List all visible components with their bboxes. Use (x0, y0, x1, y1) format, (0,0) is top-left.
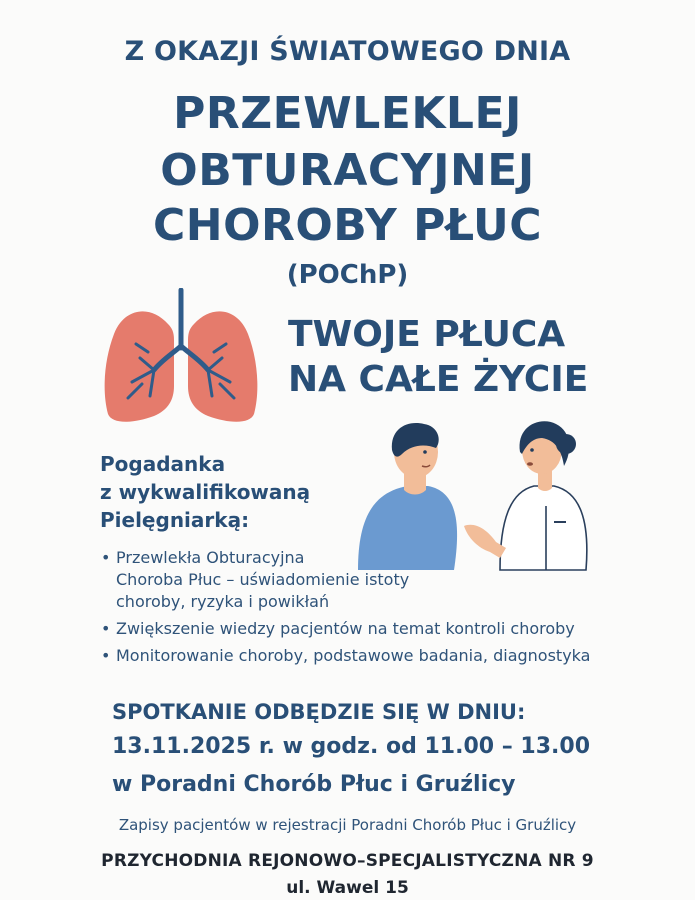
right-lung (188, 311, 257, 421)
topic-item-1-line-1: • Przewlekła Obturacyjna (116, 548, 305, 567)
topic-item (100, 618, 660, 640)
topic-item-2: Zwiększenie wiedzy pacjentów na temat kontroli choroby (116, 619, 575, 638)
topic-list (100, 547, 660, 672)
meeting-date-time: 13.11.2025 r. w godz. od 11.00 – 13.00 (112, 734, 590, 759)
slogan-line-1: TWOJE PŁUCA (288, 314, 566, 355)
title-line-3: CHOROBY PŁUC (152, 200, 543, 251)
topic-item-3: Monitorowanie choroby, podstawowe badania, diagnostyka (116, 646, 591, 665)
talk-line-1: Pogadanka (100, 452, 226, 476)
topic-item-1-line-2: Choroba Płuc – uświadomienie istoty (116, 570, 410, 589)
topic-item (100, 645, 660, 667)
title-line-2: OBTURACYJNEJ (160, 145, 535, 196)
event-intro: Z OKAZJI ŚWIATOWEGO DNIA (124, 36, 571, 67)
meeting-location: w Poradni Chorób Płuc i Gruźlicy (112, 772, 516, 797)
clinic-address: ul. Wawel 15 (286, 878, 409, 898)
lungs-illustration (102, 288, 260, 426)
topic-item-1-line-3: choroby, ryzyka i powikłań (116, 592, 330, 611)
talk-heading (100, 450, 360, 534)
meeting-heading: SPOTKANIE ODBĘDZIE SIĘ W DNIU: (112, 700, 526, 724)
meeting-info (112, 698, 672, 804)
slogan-line-2: NA CAŁE ŻYCIE (288, 359, 589, 400)
title-line-1: PRZEWLEKLEJ (173, 88, 522, 139)
talk-line-3: Pielęgniarką: (100, 508, 250, 532)
clinic-name: PRZYCHODNIA REJONOWO–SPECJALISTYCZNA NR 9 (101, 851, 594, 871)
talk-line-2: z wykwalifikowaną (100, 480, 311, 504)
topic-item (100, 547, 660, 613)
title-abbreviation: (POChP) (286, 260, 409, 290)
registration-note: Zapisy pacjentów w rejestracji Poradni Chorób Płuc i Gruźlicy (118, 816, 577, 834)
left-lung (105, 311, 174, 421)
